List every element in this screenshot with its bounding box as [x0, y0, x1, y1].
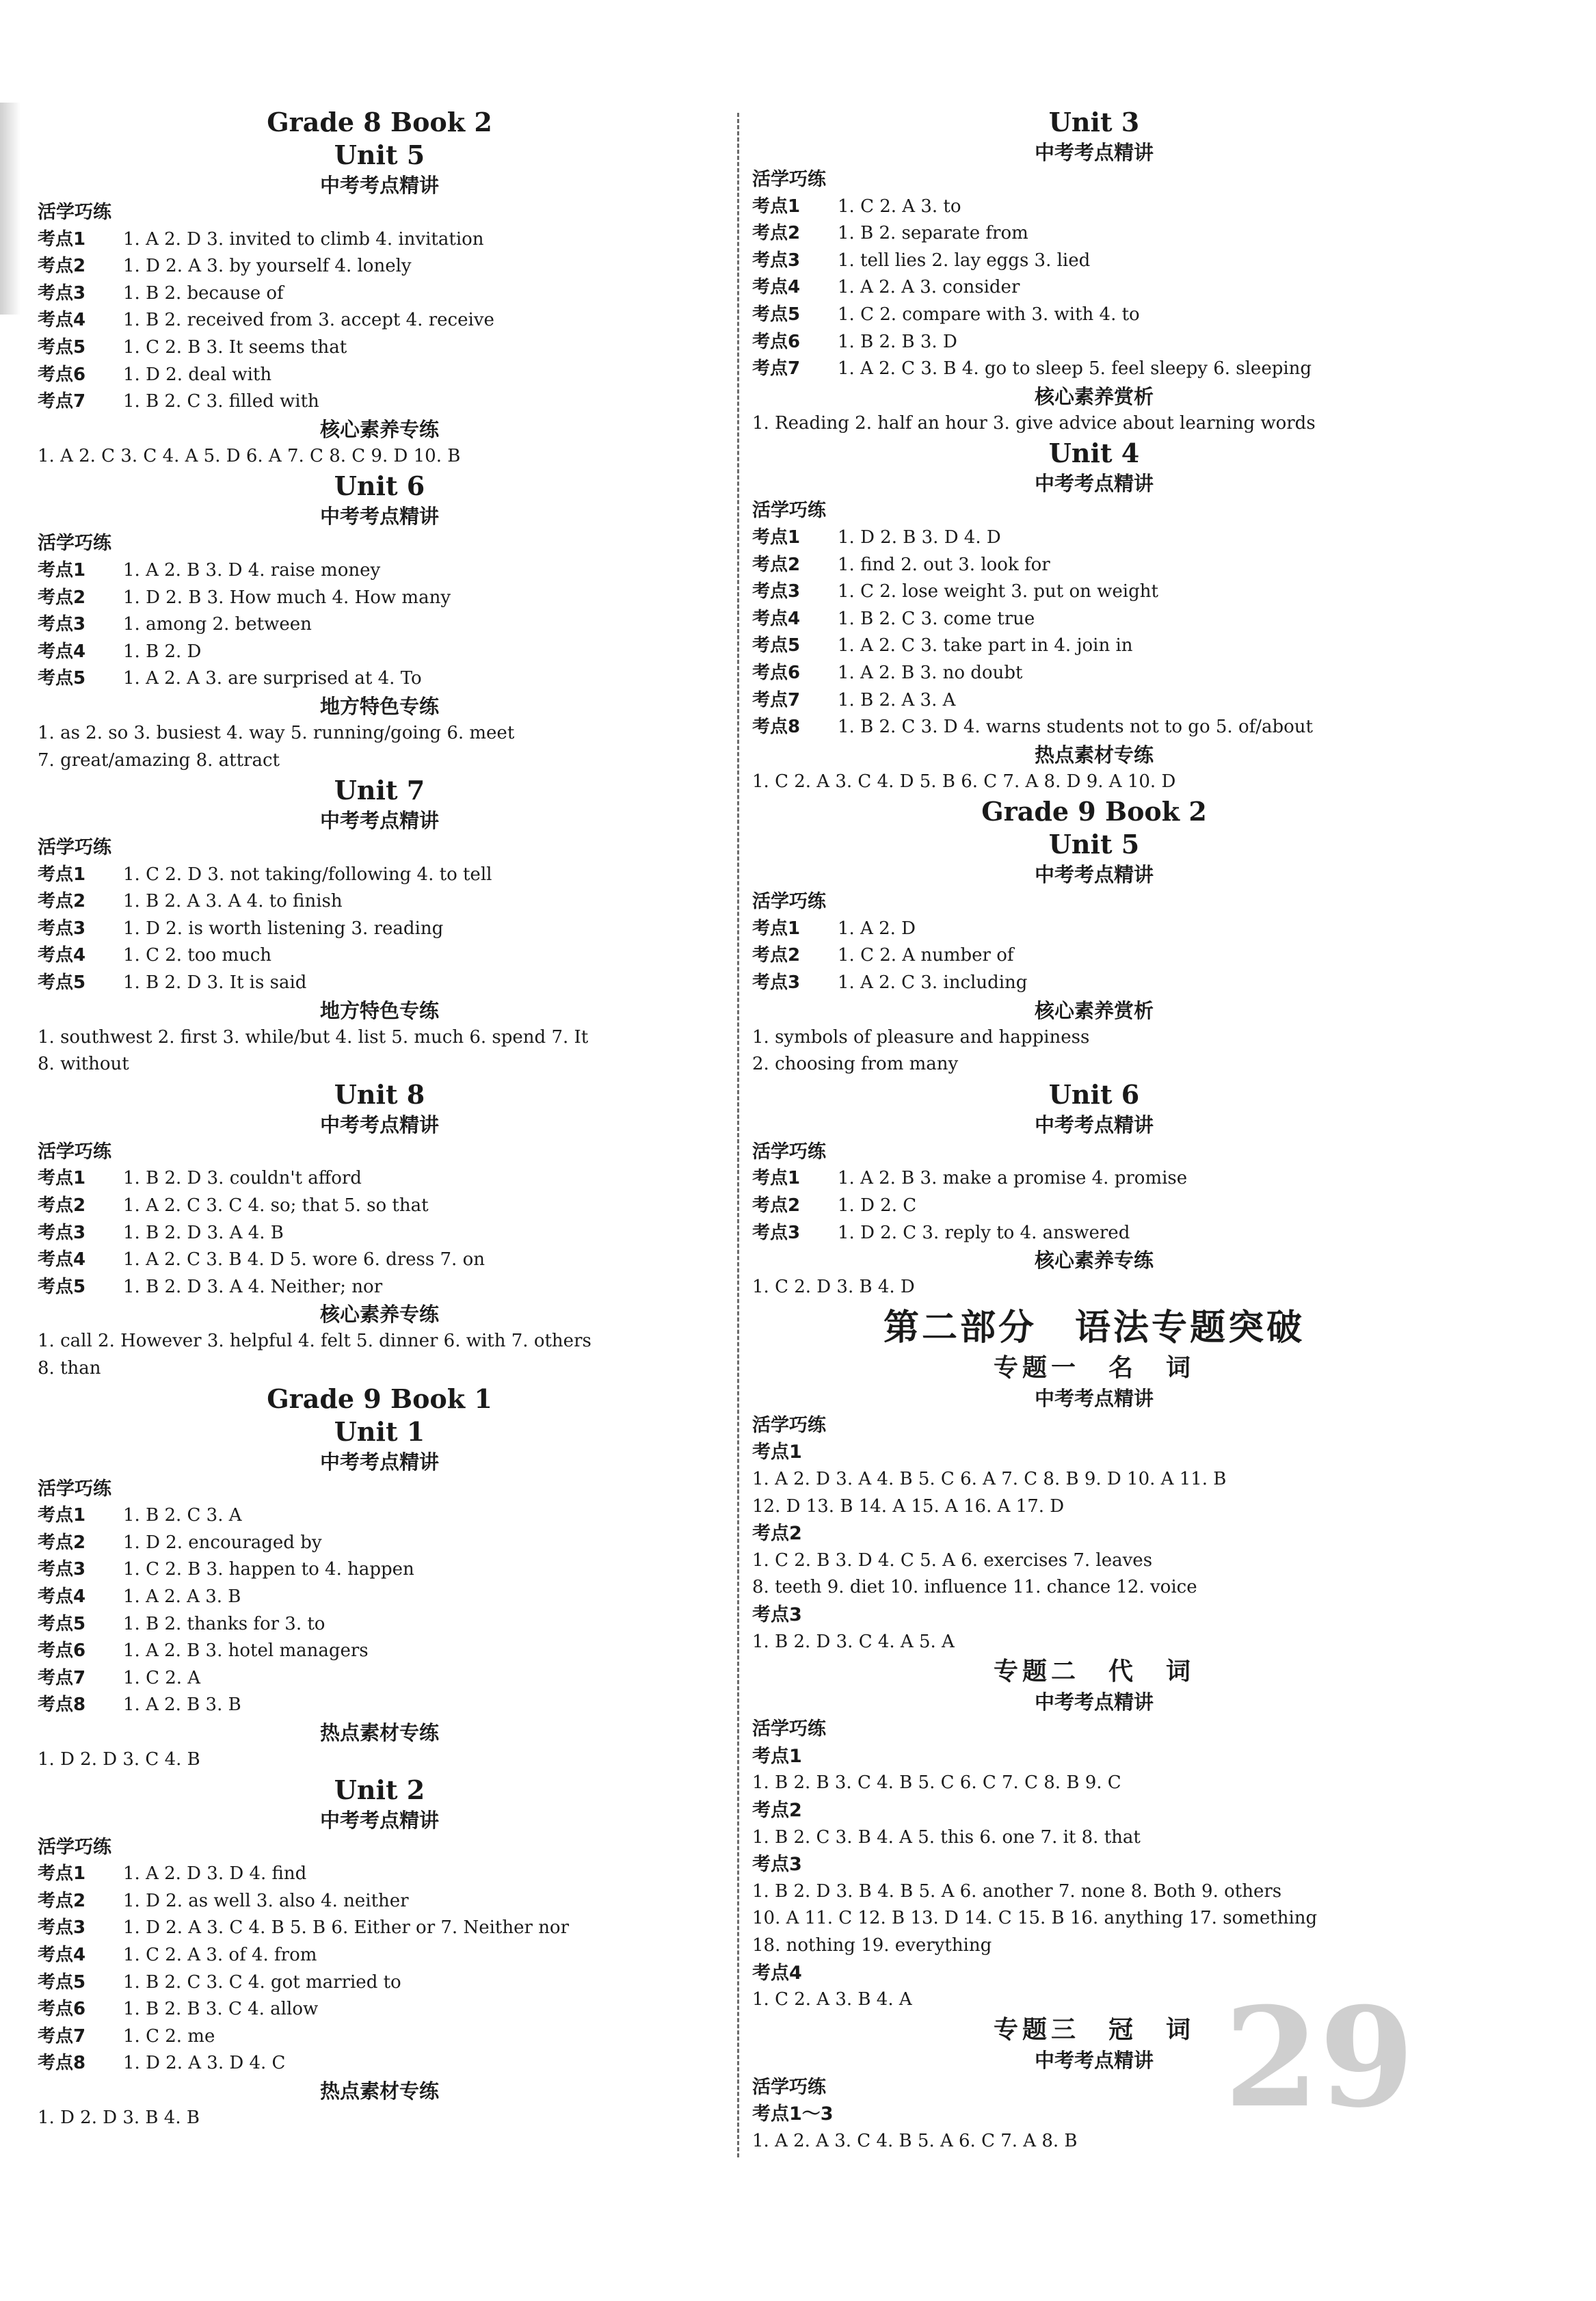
point-label: 考点8 [752, 717, 801, 738]
answer-line: 1. as 2. so 3. busiest 4. way 5. running/going 6. meet [38, 722, 515, 743]
answer-text: 1. B 2. A 3. A 4. to finish [123, 891, 343, 912]
answer-row [752, 552, 1436, 579]
unit-heading: Unit 6 [334, 470, 425, 502]
point-label: 考点5 [38, 972, 86, 994]
section-heading: 中考考点精讲 [1034, 863, 1154, 887]
answer-line: 2. choosing from many [752, 1054, 959, 1075]
answer-text: 1. D 2. C 3. reply to 4. answered [838, 1222, 1130, 1243]
right-answer-column [752, 106, 1436, 2178]
section-heading: 中考考点精讲 [1034, 472, 1154, 496]
answer-text: 1. A 2. B 3. no doubt [838, 662, 1023, 683]
point-label: 考点7 [38, 391, 86, 412]
answer-text: 1. D 2. C [838, 1195, 917, 1216]
point-label: 考点3 [38, 614, 86, 635]
answer-row [38, 665, 721, 693]
answer-text: 1. A 2. A 3. are surprised at 4. To [123, 668, 422, 689]
section-label: 活学巧练 [38, 1141, 111, 1162]
point-label: 考点5 [38, 1276, 86, 1297]
column-divider [737, 113, 739, 2157]
answer-row [38, 253, 721, 280]
point-label: 考点3 [38, 918, 86, 939]
answer-row [38, 307, 721, 334]
answer-row [752, 302, 1436, 329]
point-label: 考点1 [38, 228, 86, 250]
point-label: 考点5 [38, 1613, 86, 1634]
answer-text: 1. B 2. C 3. come true [838, 608, 1035, 629]
point-label: 考点1 [38, 1168, 86, 1189]
point-label: 考点2 [38, 1195, 86, 1216]
answer-row [752, 916, 1436, 943]
answer-text: 1. A 2. C 3. take part in 4. join in [838, 635, 1133, 656]
answer-row [38, 280, 721, 308]
answer-row [38, 334, 721, 362]
answer-line: 1. A 2. D 3. A 4. B 5. C 6. A 7. C 8. B 9. D 10. A 11. B [752, 1469, 1227, 1489]
unit-heading: Unit 6 [1048, 1078, 1140, 1110]
section-heading: 热点素材专练 [1034, 743, 1154, 767]
point-label: 考点7 [38, 1667, 86, 1688]
answer-row [38, 1220, 721, 1247]
answer-text: 1. B 2. received from 3. accept 4. receive [123, 310, 494, 331]
answer-text: 1. D 2. A 3. C 4. B 5. B 6. Either or 7. Neither nor [123, 1917, 570, 1939]
answer-row [38, 362, 721, 389]
section-label: 考点1 [752, 1745, 802, 1767]
answer-row [752, 1220, 1436, 1247]
answer-text: 1. B 2. A 3. A [838, 689, 956, 710]
answer-row [38, 916, 721, 943]
answer-line: 1. Reading 2. half an hour 3. give advice about learning words [752, 412, 1316, 434]
answer-row [38, 585, 721, 612]
answer-row [38, 557, 721, 585]
answer-text: 1. among 2. between [123, 614, 312, 635]
answer-row [38, 1638, 721, 1665]
unit-heading: Unit 5 [334, 139, 425, 170]
section-label: 活学巧练 [752, 891, 826, 913]
section-heading: 核心素养专练 [319, 1303, 439, 1327]
point-label: 考点4 [38, 1249, 86, 1271]
unit-heading: Unit 5 [1048, 829, 1140, 860]
answer-text: 1. D 2. A 3. D 4. C [123, 2053, 286, 2074]
answer-row [38, 1274, 721, 1301]
point-label: 考点5 [38, 668, 86, 689]
section-heading: 中考考点精讲 [319, 1113, 439, 1136]
answer-line: 18. nothing 19. everything [752, 1934, 992, 1956]
answer-row [38, 1584, 721, 1611]
answer-line: 1. B 2. D 3. B 4. B 5. A 6. another 7. none 8. Both 9. others [752, 1880, 1282, 1902]
answer-row [752, 356, 1436, 383]
answer-text: 1. A 2. B 3. D 4. raise money [123, 559, 381, 581]
section-label: 活学巧练 [752, 1141, 826, 1162]
answer-line: 1. A 2. A 3. C 4. B 5. A 6. C 7. A 8. B [752, 2130, 1078, 2151]
answer-row [752, 329, 1436, 356]
section-label: 考点3 [752, 1854, 802, 1876]
answer-row [752, 578, 1436, 606]
answer-text: 1. A 2. C 3. B 4. go to sleep 5. feel sleepy 6. sleeping [838, 358, 1312, 380]
point-label: 考点3 [38, 282, 86, 304]
topic-heading: 专题二 代 词 [993, 1658, 1195, 1686]
section-heading: 中考考点精讲 [1034, 1690, 1154, 1714]
answer-line: 1. B 2. B 3. C 4. B 5. C 6. C 7. C 8. B 9. C [752, 1772, 1121, 1794]
point-label: 考点6 [38, 364, 86, 385]
answer-text: 1. B 2. separate from [838, 223, 1028, 244]
section-label: 活学巧练 [38, 837, 111, 859]
topic-heading: 专题一 名 词 [993, 1353, 1195, 1382]
point-label: 考点2 [752, 554, 801, 575]
point-label: 考点3 [38, 1917, 86, 1939]
section-heading: 地方特色专练 [319, 998, 439, 1022]
point-label: 考点1 [752, 527, 801, 548]
answer-line: 12. D 13. B 14. A 15. A 16. A 17. D [752, 1495, 1065, 1517]
section-heading: 中考考点精讲 [319, 1808, 439, 1832]
section-label: 活学巧练 [38, 533, 111, 555]
answer-line: 10. A 11. C 12. B 13. D 14. C 15. B 16. anything 17. something [752, 1908, 1318, 1929]
answer-row [752, 942, 1436, 970]
point-label: 考点5 [752, 304, 801, 325]
section-heading: 中考考点精讲 [319, 505, 439, 529]
answer-text: 1. A 2. D [838, 918, 916, 939]
answer-text: 1. B 2. C 3. A [123, 1505, 242, 1526]
answer-row [752, 194, 1436, 221]
section-heading: 中考考点精讲 [1034, 1386, 1154, 1410]
unit-heading: Unit 7 [334, 775, 425, 806]
answer-row [38, 1861, 721, 1888]
section-label: 考点2 [752, 1523, 802, 1545]
answer-line: 8. without [38, 1054, 129, 1075]
left-answer-column [38, 106, 721, 2178]
section-heading: 核心素养赏析 [1034, 384, 1154, 408]
answer-text: 1. C 2. compare with 3. with 4. to [838, 304, 1140, 325]
point-label: 考点1 [38, 1505, 86, 1526]
point-label: 考点5 [752, 635, 801, 656]
answer-row [38, 862, 721, 889]
answer-row [38, 611, 721, 639]
section-heading: 核心素养专练 [1034, 1249, 1154, 1273]
answer-row [752, 687, 1436, 715]
answer-row [752, 970, 1436, 997]
answer-line: 8. than [38, 1358, 101, 1379]
section-heading: 热点素材专练 [319, 2079, 439, 2103]
section-label: 考点4 [752, 1962, 802, 1984]
answer-row [752, 1193, 1436, 1220]
answer-row [38, 1969, 721, 1997]
section-heading: 中考考点精讲 [319, 809, 439, 833]
answer-row [38, 1556, 721, 1584]
answer-text: 1. A 2. A 3. consider [838, 277, 1020, 298]
section-label: 考点1～3 [752, 2103, 834, 2125]
point-label: 考点4 [752, 277, 801, 298]
point-label: 考点4 [752, 608, 801, 629]
point-label: 考点4 [38, 310, 86, 331]
section-label: 活学巧练 [38, 1478, 111, 1500]
point-label: 考点1 [752, 1168, 801, 1189]
answer-text: 1. B 2. because of [123, 282, 284, 304]
section-heading: 核心素养赏析 [1034, 998, 1154, 1022]
section-label: 活学巧练 [752, 2076, 826, 2098]
point-label: 考点3 [38, 1222, 86, 1243]
point-label: 考点5 [38, 1971, 86, 1993]
point-label: 考点8 [38, 2053, 86, 2074]
answer-line: 8. teeth 9. diet 10. influence 11. chance 12. voice [752, 1577, 1197, 1598]
section-label: 活学巧练 [38, 202, 111, 223]
answer-text: 1. A 2. C 3. B 4. D 5. wore 6. dress 7. on [123, 1249, 485, 1271]
answer-row [752, 274, 1436, 302]
point-label: 考点6 [752, 331, 801, 352]
answer-text: 1. C 2. me [123, 2025, 215, 2047]
answer-text: 1. C 2. B 3. It seems that [123, 336, 347, 358]
answer-row [38, 1611, 721, 1638]
answer-text: 1. B 2. C 3. D 4. warns students not to go 5. of/about [838, 717, 1313, 738]
answer-text: 1. C 2. A [123, 1667, 201, 1688]
grade-heading: Grade 8 Book 2 [267, 107, 492, 137]
point-label: 考点2 [38, 1532, 86, 1553]
page-number: 29 [1224, 1978, 1415, 2138]
answer-line: 1. D 2. D 3. B 4. B [38, 2107, 200, 2128]
answer-text: 1. D 2. is worth listening 3. reading [123, 918, 444, 939]
answer-text: 1. C 2. B 3. happen to 4. happen [123, 1559, 414, 1580]
answer-line: 1. B 2. D 3. C 4. A 5. A [752, 1631, 955, 1652]
point-label: 考点3 [752, 1222, 801, 1243]
answer-text: 1. A 2. A 3. B [123, 1586, 241, 1607]
answer-text: 1. D 2. B 3. D 4. D [838, 527, 1001, 548]
answer-text: 1. C 2. D 3. not taking/following 4. to tell [123, 864, 492, 885]
section-label: 活学巧练 [752, 500, 826, 522]
answer-line: 1. C 2. A 3. B 4. A [752, 1989, 912, 2010]
section-label: 考点2 [752, 1799, 802, 1821]
point-label: 考点1 [38, 1863, 86, 1885]
answer-line: 1. C 2. A 3. C 4. D 5. B 6. C 7. A 8. D 9. A 10. D [752, 771, 1176, 792]
answer-row [38, 1942, 721, 1969]
point-label: 考点4 [38, 1586, 86, 1607]
answer-row [38, 1530, 721, 1557]
part-heading: 第二部分 语法专题突破 [883, 1307, 1305, 1348]
answer-text: 1. tell lies 2. lay eggs 3. lied [838, 250, 1091, 271]
answer-text: 1. D 2. B 3. How much 4. How many [123, 587, 451, 608]
answer-text: 1. B 2. D 3. It is said [123, 972, 307, 994]
answer-row [38, 226, 721, 254]
answer-line: 1. D 2. D 3. C 4. B [38, 1748, 200, 1770]
answer-line: 7. great/amazing 8. attract [38, 749, 280, 771]
answer-text: 1. find 2. out 3. look for [838, 554, 1050, 575]
section-heading: 核心素养专练 [319, 417, 439, 441]
answer-text: 1. C 2. A 3. to [838, 196, 961, 217]
point-label: 考点3 [752, 250, 801, 271]
section-heading: 中考考点精讲 [319, 1450, 439, 1474]
answer-text: 1. B 2. C 3. C 4. got married to [123, 1971, 401, 1993]
point-label: 考点4 [38, 641, 86, 662]
answer-row [38, 1915, 721, 1942]
answer-text: 1. C 2. lose weight 3. put on weight [838, 581, 1158, 602]
point-label: 考点1 [752, 918, 801, 939]
point-label: 考点2 [752, 1195, 801, 1216]
answer-line: 1. C 2. B 3. D 4. C 5. A 6. exercises 7. leaves [752, 1549, 1153, 1571]
answer-line: 1. southwest 2. first 3. while/but 4. list 5. much 6. spend 7. It [38, 1026, 589, 1048]
point-label: 考点2 [38, 1890, 86, 1911]
point-label: 考点2 [38, 256, 86, 277]
unit-heading: Unit 2 [334, 1774, 425, 1805]
point-label: 考点1 [38, 864, 86, 885]
answer-row [38, 888, 721, 916]
answer-line: 1. symbols of pleasure and happiness [752, 1026, 1090, 1048]
answer-row [752, 220, 1436, 248]
answer-row [752, 248, 1436, 275]
answer-text: 1. B 2. C 3. filled with [123, 391, 319, 412]
answer-text: 1. A 2. B 3. B [123, 1694, 241, 1716]
answer-row [38, 1247, 721, 1274]
answer-row [38, 1888, 721, 1915]
answer-row [752, 714, 1436, 741]
point-label: 考点2 [38, 587, 86, 608]
answer-text: 1. B 2. thanks for 3. to [123, 1613, 325, 1634]
point-label: 考点5 [38, 336, 86, 358]
section-label: 考点1 [752, 1441, 802, 1463]
section-label: 活学巧练 [752, 1718, 826, 1740]
answer-text: 1. A 2. B 3. make a promise 4. promise [838, 1168, 1188, 1189]
point-label: 考点3 [752, 972, 801, 994]
answer-row [752, 524, 1436, 552]
section-heading: 地方特色专练 [319, 694, 439, 718]
answer-row [38, 970, 721, 997]
section-heading: 中考考点精讲 [1034, 141, 1154, 164]
answer-line: 1. C 2. D 3. B 4. D [752, 1277, 915, 1298]
answer-row [38, 1502, 721, 1530]
answer-line: 1. B 2. C 3. B 4. A 5. this 6. one 7. it 8. that [752, 1826, 1141, 1848]
unit-heading: Unit 4 [1048, 438, 1140, 469]
answer-text: 1. B 2. D 3. A 4. Neither; nor [123, 1276, 383, 1297]
unit-heading: Unit 3 [1048, 107, 1140, 137]
answer-text: 1. C 2. A 3. of 4. from [123, 1944, 317, 1965]
answer-text: 1. B 2. D 3. couldn't afford [123, 1168, 362, 1189]
grade-heading: Grade 9 Book 1 [267, 1383, 492, 1414]
point-label: 考点1 [752, 196, 801, 217]
answer-text: 1. A 2. B 3. hotel managers [123, 1640, 369, 1662]
answer-row [38, 2050, 721, 2077]
answer-text: 1. D 2. A 3. by yourself 4. lonely [123, 256, 412, 277]
unit-heading: Unit 1 [334, 1415, 425, 1447]
section-heading: 中考考点精讲 [1034, 1113, 1154, 1136]
point-label: 考点6 [38, 1999, 86, 2020]
answer-text: 1. B 2. D 3. A 4. B [123, 1222, 284, 1243]
section-heading: 中考考点精讲 [1034, 2048, 1154, 2072]
section-label: 活学巧练 [752, 1414, 826, 1436]
section-heading: 热点素材专练 [319, 1720, 439, 1744]
answer-text: 1. D 2. deal with [123, 364, 272, 385]
point-label: 考点2 [752, 945, 801, 966]
point-label: 考点3 [38, 1559, 86, 1580]
answer-text: 1. C 2. A number of [838, 945, 1014, 966]
answer-row [752, 1165, 1436, 1193]
topic-heading: 专题三 冠 词 [993, 2015, 1195, 2044]
section-label: 考点3 [752, 1604, 802, 1625]
point-label: 考点6 [38, 1640, 86, 1662]
point-label: 考点4 [38, 1944, 86, 1965]
point-label: 考点7 [752, 689, 801, 710]
answer-row [752, 660, 1436, 687]
answer-row [38, 2023, 721, 2051]
answer-row [38, 1165, 721, 1193]
answer-text: 1. D 2. encouraged by [123, 1532, 322, 1553]
answer-row [38, 388, 721, 416]
answer-row [38, 1996, 721, 2023]
section-label: 活学巧练 [752, 169, 826, 190]
unit-heading: Unit 8 [334, 1078, 425, 1110]
section-heading: 中考考点精讲 [319, 174, 439, 197]
point-label: 考点7 [752, 358, 801, 380]
answer-row [752, 633, 1436, 660]
answer-line: 1. call 2. However 3. helpful 4. felt 5. dinner 6. with 7. others [38, 1331, 591, 1352]
answer-text: 1. B 2. B 3. C 4. allow [123, 1999, 319, 2020]
point-label: 考点7 [38, 2025, 86, 2047]
page-edge-shadow [0, 103, 21, 315]
answer-row [38, 1193, 721, 1220]
answer-text: 1. D 2. as well 3. also 4. neither [123, 1890, 409, 1911]
answer-row [38, 942, 721, 970]
answer-text: 1. A 2. D 3. D 4. find [123, 1863, 307, 1885]
point-label: 考点8 [38, 1694, 86, 1716]
answer-row [752, 606, 1436, 633]
answer-text: 1. C 2. too much [123, 945, 272, 966]
section-label: 活学巧练 [38, 1836, 111, 1858]
answer-row [38, 1665, 721, 1692]
answer-row [38, 1692, 721, 1719]
answer-line: 1. A 2. C 3. C 4. A 5. D 6. A 7. C 8. C 9. D 10. B [38, 445, 461, 466]
answer-text: 1. A 2. C 3. including [838, 972, 1028, 994]
point-label: 考点3 [752, 581, 801, 602]
answer-text: 1. B 2. D [123, 641, 202, 662]
point-label: 考点2 [752, 223, 801, 244]
answer-row [38, 639, 721, 666]
answer-text: 1. A 2. D 3. invited to climb 4. invitation [123, 228, 484, 250]
point-label: 考点6 [752, 662, 801, 683]
answer-text: 1. A 2. C 3. C 4. so; that 5. so that [123, 1195, 429, 1216]
point-label: 考点1 [38, 559, 86, 581]
point-label: 考点2 [38, 891, 86, 912]
answer-text: 1. B 2. B 3. D [838, 331, 957, 352]
point-label: 考点4 [38, 945, 86, 966]
grade-heading: Grade 9 Book 2 [981, 796, 1207, 827]
